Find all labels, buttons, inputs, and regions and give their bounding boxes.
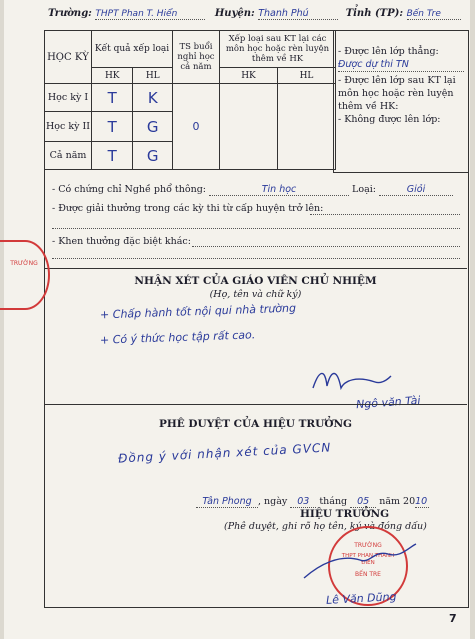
date-month: 05: [350, 496, 376, 508]
award-dots: [310, 214, 460, 215]
grade-value: Giỏi: [379, 184, 453, 196]
stamp-top-text: TRƯỜNG: [354, 542, 382, 549]
promotion-retest-label: - Được lên lớp sau KT lại môn học hoặc rèn luyện thêm về HK:: [338, 75, 456, 112]
date-year-label: năm 20: [379, 496, 416, 507]
grades-table: [44, 30, 336, 170]
school-value: THPT Phan T. Hiển: [95, 9, 205, 20]
retest-hk-cell: [220, 84, 278, 170]
col-hl-header: HL: [133, 68, 173, 84]
left-stamp: [0, 240, 50, 310]
teacher-comment-1: + Chấp hành tốt nội qui nhà trường: [99, 301, 297, 322]
special-dots-line: [52, 258, 460, 259]
vocational-line: [52, 184, 462, 196]
province-value: Bến Tre: [407, 9, 461, 20]
divider: [44, 268, 467, 269]
left-stamp-text: TRƯỜNG: [10, 260, 38, 267]
page-number: 7: [449, 612, 457, 625]
promotion-fail-label: - Không được lên lớp:: [338, 114, 441, 125]
hk-cell: T: [92, 142, 133, 170]
special-label: - Khen thưởng đặc biệt khác:: [52, 236, 191, 247]
principal-signature-mark: [300, 534, 420, 590]
teacher-subtitle: (Họ, tên và chữ ký): [209, 289, 302, 300]
grade-label: Loại:: [352, 184, 376, 195]
teacher-signature-mark: [305, 362, 395, 398]
date-month-label: tháng: [319, 496, 348, 507]
date-day: 03: [290, 496, 316, 508]
principal-comment: Đồng ý với nhận xét của GVCN: [117, 440, 332, 466]
date-year: 10: [415, 496, 428, 507]
hl-cell: K: [133, 84, 173, 112]
promotion-box: [333, 30, 469, 173]
term-cell: Cả năm: [45, 142, 92, 170]
divider: [44, 404, 467, 405]
teacher-title: NHẬN XÉT CỦA GIÁO VIÊN CHỦ NHIỆM: [134, 275, 377, 287]
col-term-header: HỌC KỲ: [45, 31, 92, 84]
term-cell: Học kỳ II: [45, 112, 92, 142]
district-value: Thanh Phú: [258, 8, 338, 20]
teacher-comment-2: + Có ý thức học tập rất cao.: [99, 328, 256, 347]
date-place: Tân Phong: [196, 496, 258, 508]
col-retest-header: Xếp loại sau KT lại các môn học hoặc rèn luyện thêm về HK: [220, 31, 336, 68]
col-retest-hl-header: HL: [278, 68, 336, 84]
school-label: Trường:: [48, 8, 92, 19]
stamp-bottom-text: BẾN TRE: [355, 571, 381, 578]
principal-role-note: (Phê duyệt, ghi rõ họ tên, ký và đóng dấu): [224, 521, 427, 532]
hk-cell: T: [92, 84, 133, 112]
date-day-label: , ngày: [258, 496, 288, 507]
col-days-off-header: TS buổi nghỉ học cả năm: [173, 31, 220, 84]
school-header: [48, 8, 461, 20]
hl-cell: G: [133, 112, 173, 142]
col-retest-hk-header: HK: [220, 68, 278, 84]
col-result-header: Kết quả xếp loại: [92, 31, 173, 68]
stamp-middle-text: THPT PHAN THANH ĐIỀN: [341, 553, 395, 566]
award-dots-line: [52, 228, 460, 229]
teacher-signature-name: Ngô văn Tài: [355, 393, 421, 412]
retest-hl-cell: [278, 84, 336, 170]
date-line: [196, 496, 458, 508]
term-cell: Học kỳ I: [45, 84, 92, 112]
award-label: - Được giải thưởng trong các kỳ thi từ cấp huyện trở lên:: [52, 203, 324, 214]
table-row: [45, 84, 336, 112]
province-label: Tỉnh (TP):: [345, 8, 404, 19]
hk-cell: T: [92, 112, 133, 142]
principal-signer: Lê Văn Dũng: [325, 590, 397, 607]
promotion-straight-label: - Được lên lớp thẳng:: [338, 46, 439, 57]
hl-cell: G: [133, 142, 173, 170]
special-dots: [192, 246, 460, 247]
vocational-label: - Có chứng chỉ Nghề phổ thông:: [52, 184, 206, 195]
vocational-value: Tin học: [209, 184, 349, 196]
district-label: Huyện:: [214, 8, 255, 19]
days-off-cell: 0: [173, 84, 220, 170]
promotion-straight-value: Được dự thi TN: [338, 58, 464, 72]
col-hk-header: HK: [92, 68, 133, 84]
principal-role: HIỆU TRƯỞNG: [300, 508, 390, 520]
principal-title: PHÊ DUYỆT CỦA HIỆU TRƯỞNG: [158, 418, 353, 430]
